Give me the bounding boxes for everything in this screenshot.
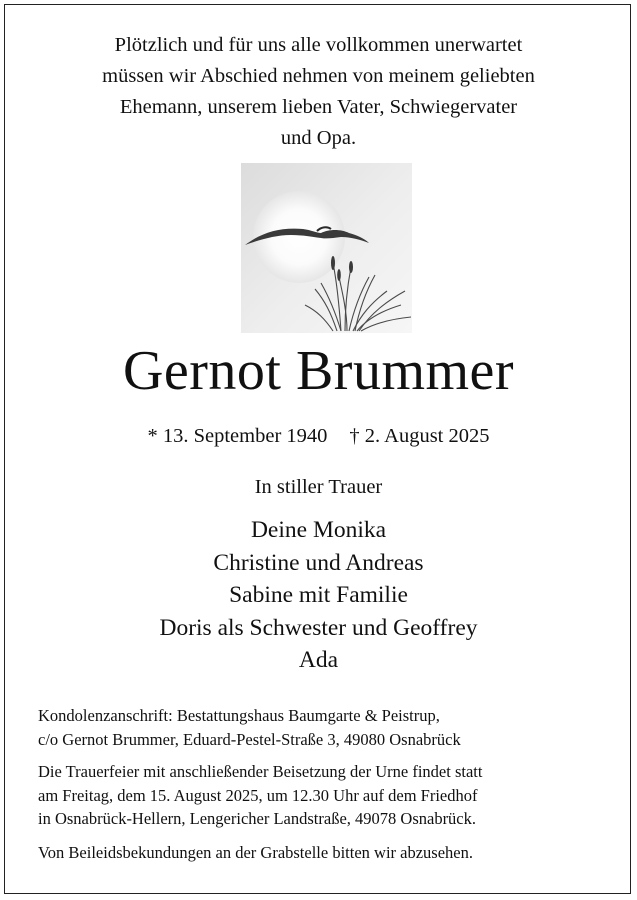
condolence-line: Kondolenzanschrift: Bestattungshaus Baumgarte & Peistrup, (38, 706, 440, 725)
family-member: Sabine mit Familie (229, 582, 408, 608)
family-member: Ada (298, 647, 339, 673)
family-member: Deine Monika (250, 517, 387, 543)
intro-line: Plötzlich und für uns alle vollkommen unerwartet (114, 34, 523, 56)
closing-note (38, 841, 618, 865)
death-date: † 2. August 2025 (349, 425, 490, 447)
family-member: Doris als Schwester und Geoffrey (159, 614, 478, 641)
mourning-heading: In stiller Trauer (254, 476, 383, 498)
ceremony-line: Die Trauerfeier mit anschließender Beisetzung der Urne findet statt (38, 762, 483, 781)
ceremony-details (38, 760, 618, 831)
condolence-address (38, 704, 618, 751)
life-dates (0, 422, 637, 450)
memorial-image (241, 163, 412, 333)
family-member: Christine und Andreas (213, 549, 424, 576)
birth-date: * 13. September 1940 (147, 425, 328, 447)
note-line: Von Beileidsbekundungen an der Grabstelle bitten wir abzusehen. (38, 843, 473, 862)
bird-flying-over-sun-and-grass-icon (241, 163, 412, 333)
intro-line: Ehemann, unserem lieben Vater, Schwiegervater (119, 96, 518, 118)
condolence-line: c/o Gernot Brummer, Eduard-Pestel-Straße 3, 49080 Osnabrück (38, 729, 461, 749)
intro-line: müssen wir Abschied nehmen von meinem geliebten (102, 65, 535, 87)
intro-text (0, 30, 637, 154)
deceased-name: Gernot Brummer (122, 340, 515, 402)
ceremony-line: in Osnabrück-Hellern, Lengericher Landstraße, 49078 Osnabrück. (38, 809, 477, 828)
family-list (0, 514, 637, 677)
ceremony-line: am Freitag, dem 15. August 2025, um 12.30 Uhr auf dem Friedhof (38, 785, 478, 805)
intro-line: und Opa. (280, 127, 357, 149)
